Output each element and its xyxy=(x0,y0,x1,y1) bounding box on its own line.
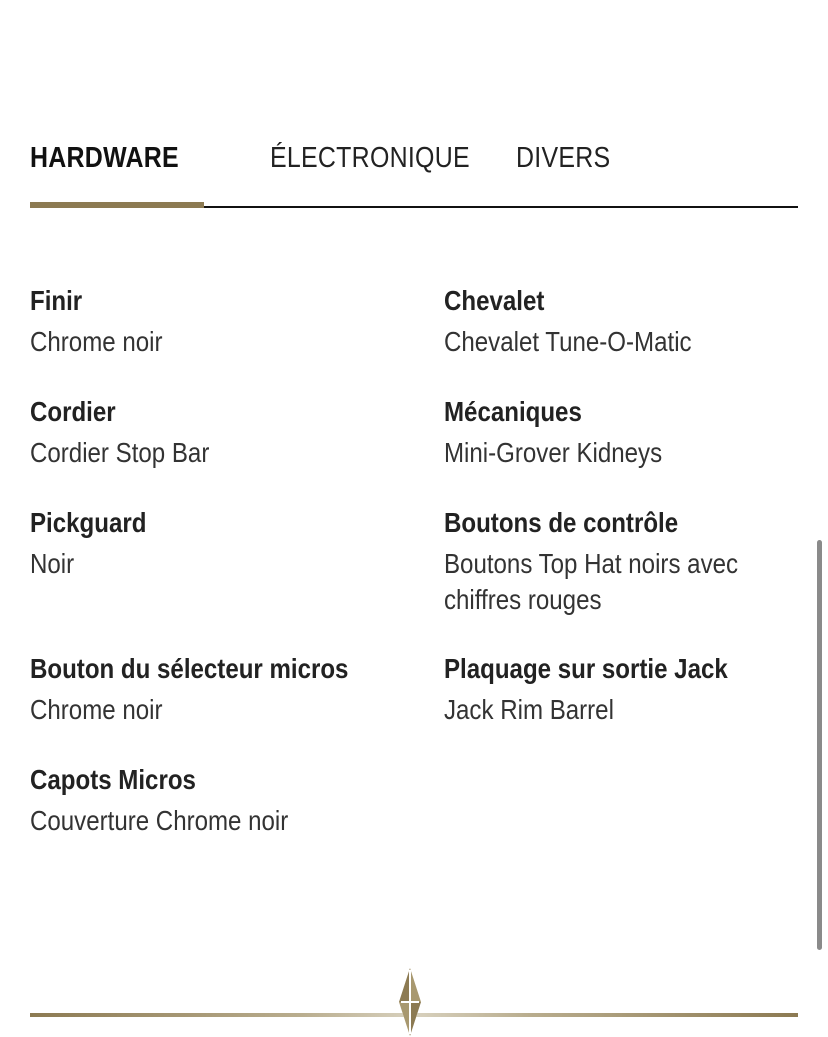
spec-label: Boutons de contrôle xyxy=(444,507,679,538)
spec-label: Chevalet xyxy=(444,285,545,316)
spec-label: Mécaniques xyxy=(444,396,582,427)
spec-pickguard xyxy=(30,506,348,582)
tab-hardware[interactable]: HARDWARE xyxy=(30,142,179,174)
spec-value: Cordier Stop Bar xyxy=(30,437,210,468)
spec-value: Chrome noir xyxy=(30,326,163,357)
spec-mecaniques xyxy=(444,395,762,471)
spec-value: Mini-Grover Kidneys xyxy=(444,437,663,468)
spec-plaquage-jack xyxy=(444,652,762,728)
brand-diamond-icon xyxy=(393,966,427,1037)
spec-finir xyxy=(30,284,348,360)
spec-boutons-controle xyxy=(444,506,762,618)
spec-value: Chrome noir xyxy=(30,694,163,725)
spec-value: Noir xyxy=(30,548,75,579)
spec-chevalet xyxy=(444,284,762,360)
spec-value: Boutons Top Hat noirs avec chiffres rouges xyxy=(444,548,739,615)
spec-label: Plaquage sur sortie Jack xyxy=(444,653,728,684)
spec-cordier xyxy=(30,395,348,471)
scrollbar[interactable] xyxy=(817,540,822,950)
spec-value: Chevalet Tune-O-Matic xyxy=(444,326,692,357)
spec-bouton-selecteur xyxy=(30,652,348,728)
spec-value: Jack Rim Barrel xyxy=(444,694,614,725)
spec-label: Pickguard xyxy=(30,507,147,538)
spec-label: Cordier xyxy=(30,396,116,427)
tab-divers[interactable]: DIVERS xyxy=(516,142,611,174)
spec-label: Finir xyxy=(30,285,83,316)
spec-label: Bouton du sélecteur micros xyxy=(30,653,349,684)
spec-capots-micros xyxy=(30,763,348,839)
spec-value: Couverture Chrome noir xyxy=(30,805,289,836)
spec-tabs xyxy=(30,138,798,208)
active-tab-indicator xyxy=(30,202,204,208)
tab-electronique[interactable]: ÉLECTRONIQUE xyxy=(270,142,470,174)
spec-label: Capots Micros xyxy=(30,764,196,795)
